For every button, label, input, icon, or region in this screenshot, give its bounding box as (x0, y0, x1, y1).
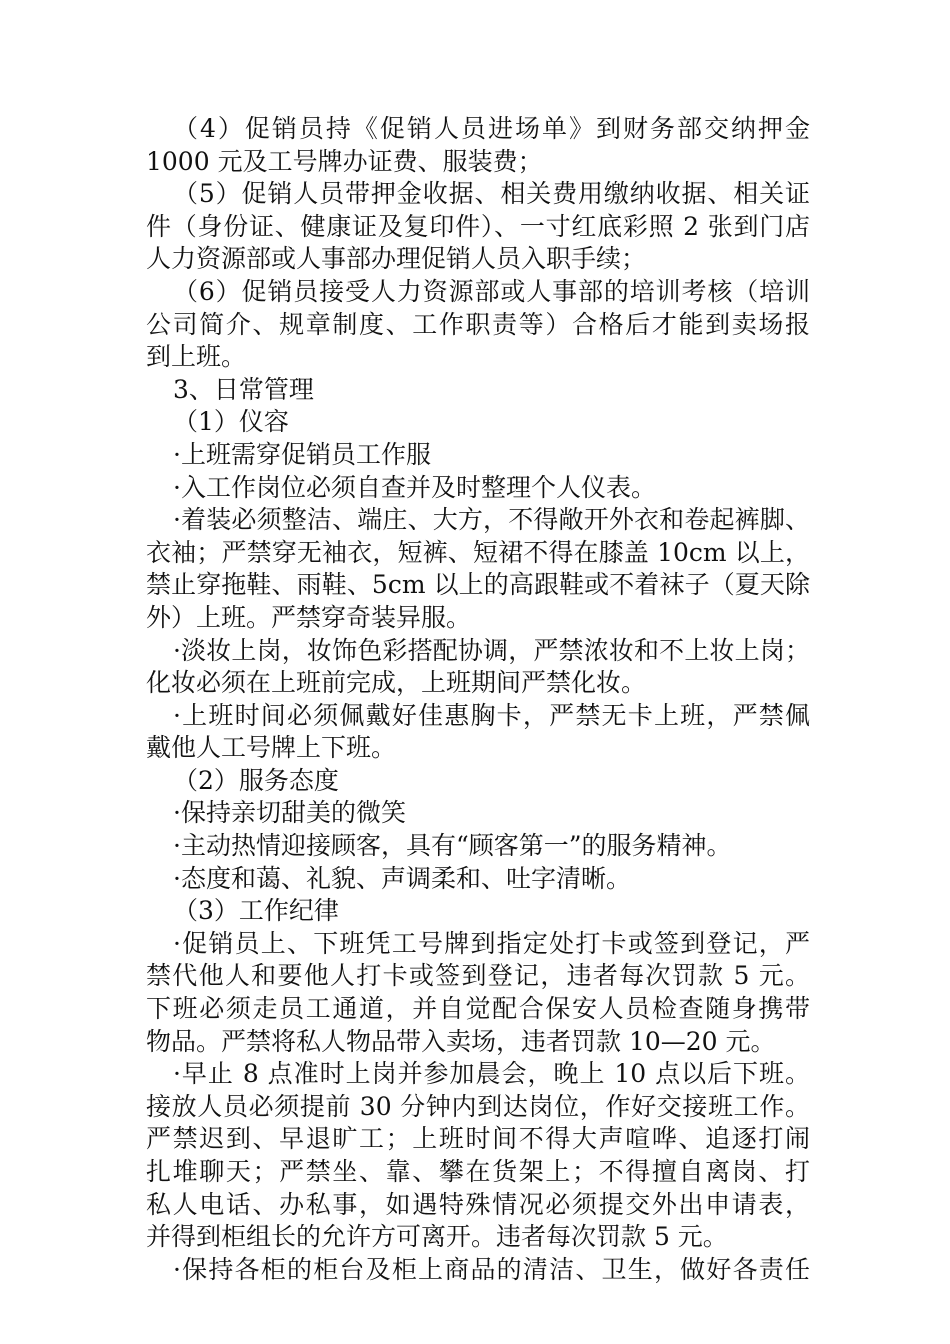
text-line: （3）工作纪律 (173, 896, 339, 926)
text-line: （5）促销人员带押金收据、相关费用缴纳收据、相关证 (173, 179, 810, 209)
text-line: ·保持各柜的柜台及柜上商品的清洁、卫生，做好各责任 (173, 1254, 810, 1284)
text-line: （4）促销员持《促销人员进场单》到财务部交纳押金 (173, 114, 810, 143)
text-line: （2）服务态度 (173, 765, 339, 795)
text-line: （6）促销员接受人力资源部或人事部的培训考核（培训 (173, 276, 810, 306)
text-line: 件（身份证、健康证及复印件）、一寸红底彩照 2 张到门店 (146, 211, 810, 241)
text-line: 衣袖；严禁穿无袖衣，短裤、短裙不得在膝盖 10cm 以上， (146, 537, 810, 567)
text-line: 公司简介、规章制度、工作职责等）合格后才能到卖场报 (146, 309, 810, 339)
text-line: ·主动热情迎接顾客，具有“顾客第一”的服务精神。 (173, 831, 732, 861)
document-body (146, 113, 810, 1286)
text-line: 严禁迟到、早退旷工；上班时间不得大声喧哗、追逐打闹 (146, 1124, 810, 1154)
text-line: 接放人员必须提前 30 分钟内到达岗位，作好交接班工作。 (146, 1091, 810, 1121)
text-line: 下班必须走员工通道，并自觉配合保安人员检查随身携带 (146, 994, 810, 1024)
text-line: ·上班时间必须佩戴好佳惠胸卡，严禁无卡上班，严禁佩 (173, 700, 810, 730)
text-line: ·着装必须整洁、端庄、大方，不得敞开外衣和卷起裤脚、 (173, 505, 810, 535)
text-line: 化妆必须在上班前完成，上班期间严禁化妆。 (146, 668, 647, 698)
text-line: 禁止穿拖鞋、雨鞋、5cm 以上的高跟鞋或不着袜子（夏天除 (146, 570, 810, 600)
text-line: 禁代他人和要他人打卡或签到登记，违者每次罚款 5 元。 (146, 961, 810, 991)
text-line: 并得到柜组长的允许方可离开。违者每次罚款 5 元。 (146, 1222, 728, 1252)
text-line: 私人电话、办私事，如遇特殊情况必须提交外出申请表， (146, 1189, 810, 1219)
text-line: ·淡妆上岗，妆饰色彩搭配协调，严禁浓妆和不上妆上岗； (173, 635, 810, 665)
text-line: 戴他人工号牌上下班。 (146, 733, 397, 763)
text-line: （1）仪容 (173, 407, 289, 437)
text-line: 外）上班。严禁穿奇装异服。 (146, 602, 472, 632)
text-line: ·上班需穿促销员工作服 (173, 439, 431, 469)
text-line: 3、日常管理 (173, 374, 314, 404)
text-line: ·态度和蔼、礼貌、声调柔和、吐字清晰。 (173, 863, 631, 893)
text-line: 物品。严禁将私人物品带入卖场，违者罚款 10—20 元。 (146, 1026, 776, 1056)
text-line: ·早止 8 点准时上岗并参加晨会，晚上 10 点以后下班。 (173, 1059, 810, 1089)
text-line: ·促销员上、下班凭工号牌到指定处打卡或签到登记，严 (173, 928, 810, 958)
text-line: ·入工作岗位必须自查并及时整理个人仪表。 (173, 472, 656, 502)
text-line: 扎堆聊天；严禁坐、靠、攀在货架上；不得擅自离岗、打 (146, 1157, 810, 1186)
text-line: 1000 元及工号牌办证费、服装费； (146, 146, 543, 176)
text-line: 人力资源部或人事部办理促销人员入职手续； (146, 244, 647, 274)
text-line: 到上班。 (146, 342, 247, 372)
text-line: ·保持亲切甜美的微笑 (173, 798, 406, 828)
